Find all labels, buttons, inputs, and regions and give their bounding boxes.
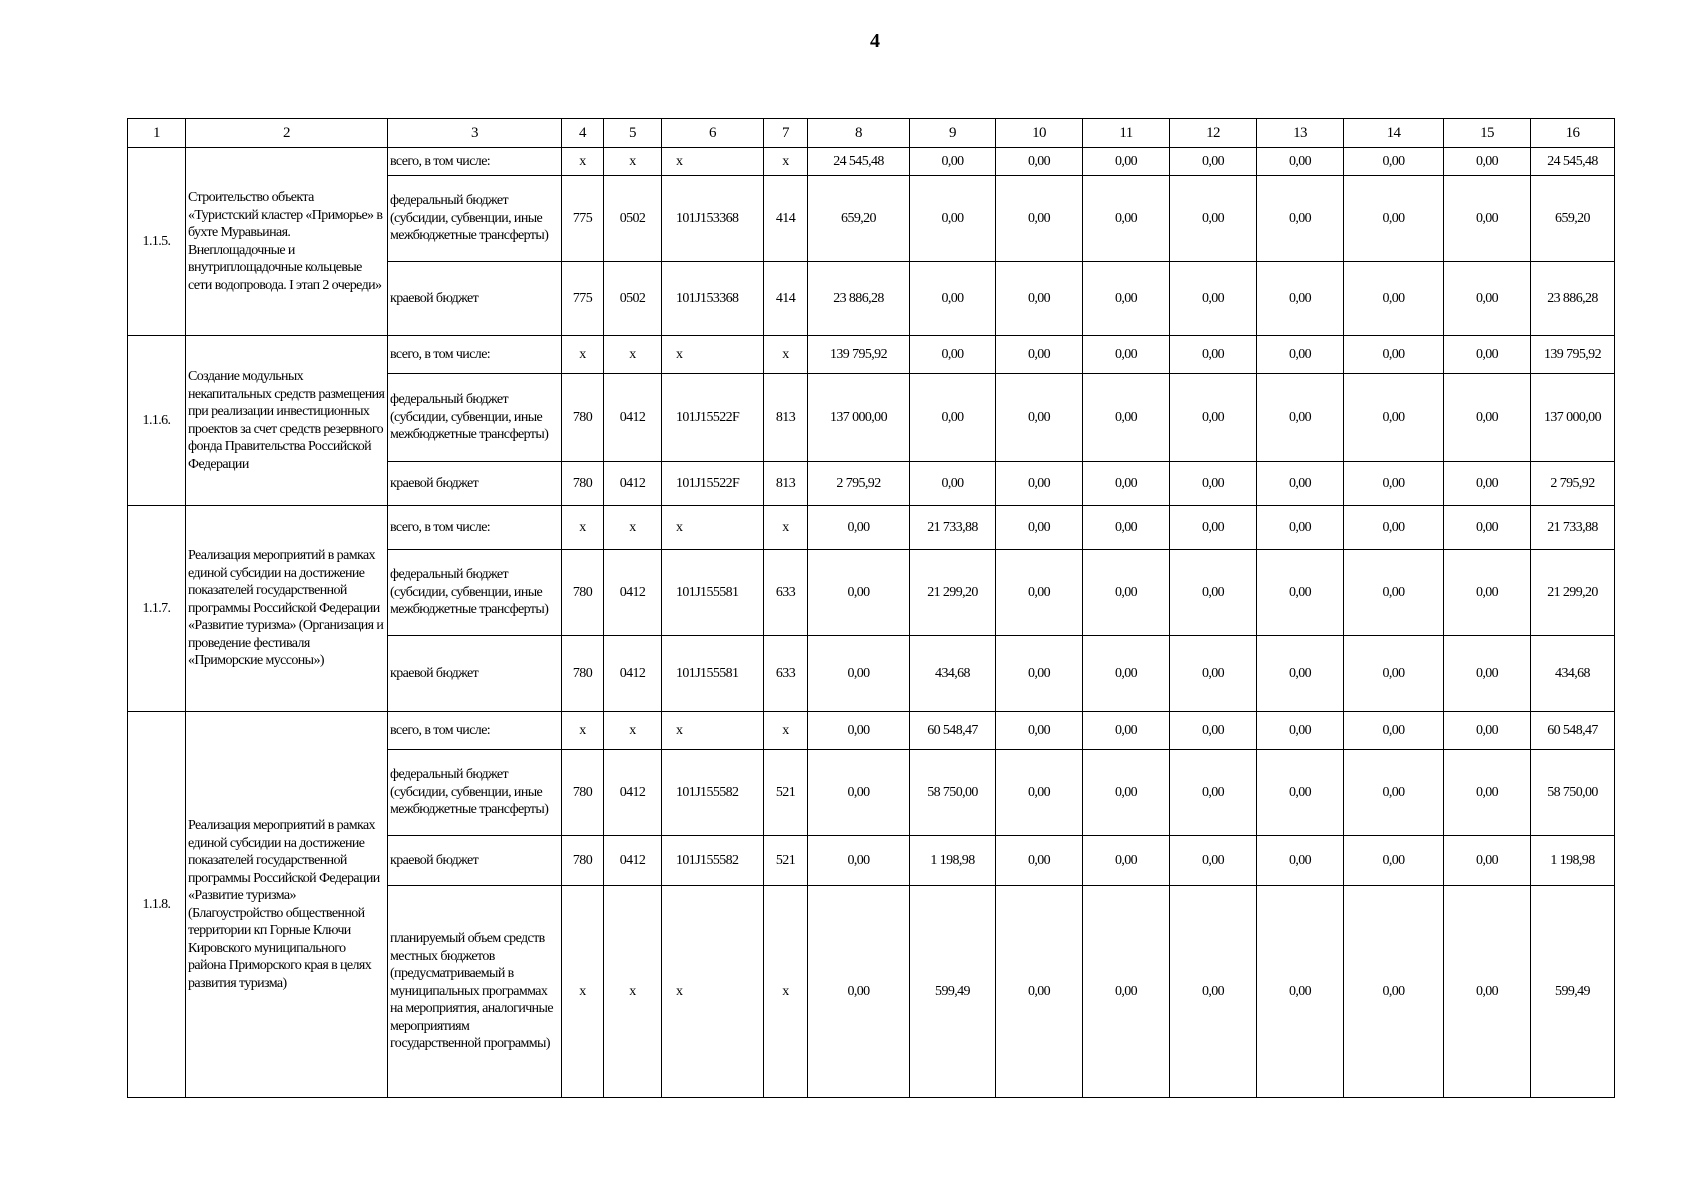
item-code: 1.1.8.	[128, 712, 186, 1098]
cell-col-16: 1 198,98	[1531, 836, 1615, 886]
cell-col-13: 0,00	[1257, 550, 1344, 636]
cell-col-15: 0,00	[1444, 836, 1531, 886]
cell-col-4: х	[562, 886, 604, 1098]
cell-col-12: 0,00	[1170, 262, 1257, 336]
cell-col-15: 0,00	[1444, 712, 1531, 750]
cell-col-14: 0,00	[1344, 550, 1444, 636]
column-header-10: 10	[996, 119, 1083, 148]
cell-col-6: х	[662, 712, 764, 750]
cell-col-12: 0,00	[1170, 176, 1257, 262]
table-row	[128, 506, 1615, 550]
cell-col-10: 0,00	[996, 750, 1083, 836]
cell-col-8: 137 000,00	[808, 374, 910, 462]
cell-col-14: 0,00	[1344, 148, 1444, 176]
cell-col-14: 0,00	[1344, 712, 1444, 750]
cell-col-7: х	[764, 506, 808, 550]
cell-col-4: 775	[562, 176, 604, 262]
cell-col-13: 0,00	[1257, 886, 1344, 1098]
cell-col-10: 0,00	[996, 374, 1083, 462]
funding-source: краевой бюджет	[388, 262, 562, 336]
cell-col-16: 434,68	[1531, 636, 1615, 712]
cell-col-16: 659,20	[1531, 176, 1615, 262]
cell-col-13: 0,00	[1257, 462, 1344, 506]
cell-col-8: 139 795,92	[808, 336, 910, 374]
cell-col-5: х	[604, 886, 662, 1098]
cell-col-4: х	[562, 336, 604, 374]
cell-col-15: 0,00	[1444, 374, 1531, 462]
cell-col-9: 0,00	[910, 262, 996, 336]
cell-col-14: 0,00	[1344, 636, 1444, 712]
column-header-8: 8	[808, 119, 910, 148]
cell-col-13: 0,00	[1257, 712, 1344, 750]
cell-col-11: 0,00	[1083, 712, 1170, 750]
cell-col-6: 101J153368	[662, 262, 764, 336]
cell-col-10: 0,00	[996, 712, 1083, 750]
cell-col-8: 0,00	[808, 886, 910, 1098]
column-header-7: 7	[764, 119, 808, 148]
column-header-2: 2	[186, 119, 388, 148]
cell-col-10: 0,00	[996, 148, 1083, 176]
cell-col-12: 0,00	[1170, 374, 1257, 462]
cell-col-15: 0,00	[1444, 750, 1531, 836]
item-name: Создание модульных некапитальных средств размещения при реализации инвестиционных проектов за счет средств резервного фонда Правительства Российской Федерации	[186, 336, 388, 506]
cell-col-16: 21 299,20	[1531, 550, 1615, 636]
cell-col-10: 0,00	[996, 262, 1083, 336]
cell-col-14: 0,00	[1344, 336, 1444, 374]
cell-col-9: 0,00	[910, 176, 996, 262]
page-number: 4	[870, 30, 880, 52]
cell-col-10: 0,00	[996, 336, 1083, 374]
cell-col-5: 0412	[604, 374, 662, 462]
column-header-4: 4	[562, 119, 604, 148]
budget-table	[127, 118, 1615, 1098]
cell-col-14: 0,00	[1344, 262, 1444, 336]
cell-col-11: 0,00	[1083, 462, 1170, 506]
funding-source: федеральный бюджет (субсидии, субвенции, иные межбюджетные трансферты)	[388, 550, 562, 636]
cell-col-8: 24 545,48	[808, 148, 910, 176]
column-header-1: 1	[128, 119, 186, 148]
item-code: 1.1.5.	[128, 148, 186, 336]
cell-col-16: 23 886,28	[1531, 262, 1615, 336]
cell-col-4: 780	[562, 836, 604, 886]
funding-source: федеральный бюджет (субсидии, субвенции, иные межбюджетные трансферты)	[388, 374, 562, 462]
cell-col-6: х	[662, 148, 764, 176]
funding-source: всего, в том числе:	[388, 712, 562, 750]
cell-col-14: 0,00	[1344, 836, 1444, 886]
cell-col-13: 0,00	[1257, 336, 1344, 374]
cell-col-4: 775	[562, 262, 604, 336]
item-name: Реализация мероприятий в рамках единой субсидии на достижение показателей государственной программы Российской Федерации «Развитие туризма» (Благоустройство общественной территории кп Горные Ключи Кировского муниципального района Приморского края в целях развития туризма)	[186, 712, 388, 1098]
cell-col-12: 0,00	[1170, 836, 1257, 886]
cell-col-13: 0,00	[1257, 148, 1344, 176]
cell-col-16: 58 750,00	[1531, 750, 1615, 836]
cell-col-4: 780	[562, 750, 604, 836]
cell-col-10: 0,00	[996, 506, 1083, 550]
cell-col-12: 0,00	[1170, 506, 1257, 550]
cell-col-11: 0,00	[1083, 262, 1170, 336]
cell-col-5: 0412	[604, 550, 662, 636]
cell-col-11: 0,00	[1083, 506, 1170, 550]
cell-col-5: 0502	[604, 262, 662, 336]
cell-col-8: 0,00	[808, 712, 910, 750]
funding-source: всего, в том числе:	[388, 336, 562, 374]
cell-col-10: 0,00	[996, 636, 1083, 712]
cell-col-13: 0,00	[1257, 506, 1344, 550]
cell-col-12: 0,00	[1170, 462, 1257, 506]
cell-col-15: 0,00	[1444, 336, 1531, 374]
cell-col-7: х	[764, 886, 808, 1098]
cell-col-8: 0,00	[808, 836, 910, 886]
cell-col-11: 0,00	[1083, 336, 1170, 374]
cell-col-16: 60 548,47	[1531, 712, 1615, 750]
cell-col-12: 0,00	[1170, 750, 1257, 836]
cell-col-5: 0412	[604, 636, 662, 712]
cell-col-6: х	[662, 886, 764, 1098]
cell-col-15: 0,00	[1444, 148, 1531, 176]
cell-col-6: х	[662, 506, 764, 550]
header-row	[128, 119, 1615, 148]
cell-col-7: 813	[764, 374, 808, 462]
cell-col-10: 0,00	[996, 550, 1083, 636]
table-row	[128, 712, 1615, 750]
cell-col-9: 0,00	[910, 462, 996, 506]
cell-col-12: 0,00	[1170, 550, 1257, 636]
cell-col-5: 0502	[604, 176, 662, 262]
funding-source: планируемый объем средств местных бюджетов (предусматриваемый в муниципальных программах на мероприятия, аналогичные мероприятиям государственной программы)	[388, 886, 562, 1098]
cell-col-6: х	[662, 336, 764, 374]
cell-col-8: 659,20	[808, 176, 910, 262]
cell-col-7: 414	[764, 262, 808, 336]
cell-col-6: 101J155581	[662, 636, 764, 712]
cell-col-7: х	[764, 148, 808, 176]
cell-col-16: 21 733,88	[1531, 506, 1615, 550]
cell-col-5: 0412	[604, 836, 662, 886]
cell-col-8: 0,00	[808, 506, 910, 550]
cell-col-5: х	[604, 506, 662, 550]
cell-col-12: 0,00	[1170, 712, 1257, 750]
table-row	[128, 148, 1615, 176]
cell-col-11: 0,00	[1083, 750, 1170, 836]
cell-col-7: 813	[764, 462, 808, 506]
cell-col-15: 0,00	[1444, 462, 1531, 506]
cell-col-4: 780	[562, 550, 604, 636]
cell-col-13: 0,00	[1257, 374, 1344, 462]
cell-col-7: 521	[764, 750, 808, 836]
column-header-13: 13	[1257, 119, 1344, 148]
cell-col-13: 0,00	[1257, 836, 1344, 886]
cell-col-14: 0,00	[1344, 750, 1444, 836]
cell-col-7: х	[764, 712, 808, 750]
column-header-15: 15	[1444, 119, 1531, 148]
cell-col-9: 434,68	[910, 636, 996, 712]
column-header-12: 12	[1170, 119, 1257, 148]
column-header-3: 3	[388, 119, 562, 148]
cell-col-15: 0,00	[1444, 506, 1531, 550]
table-row	[128, 336, 1615, 374]
column-header-16: 16	[1531, 119, 1615, 148]
cell-col-4: 780	[562, 462, 604, 506]
cell-col-8: 0,00	[808, 550, 910, 636]
cell-col-4: х	[562, 712, 604, 750]
column-header-11: 11	[1083, 119, 1170, 148]
cell-col-6: 101J15522F	[662, 374, 764, 462]
cell-col-9: 21 299,20	[910, 550, 996, 636]
funding-source: краевой бюджет	[388, 636, 562, 712]
cell-col-7: х	[764, 336, 808, 374]
cell-col-8: 0,00	[808, 636, 910, 712]
cell-col-8: 2 795,92	[808, 462, 910, 506]
cell-col-13: 0,00	[1257, 750, 1344, 836]
cell-col-13: 0,00	[1257, 262, 1344, 336]
cell-col-5: 0412	[604, 750, 662, 836]
cell-col-10: 0,00	[996, 836, 1083, 886]
cell-col-4: х	[562, 148, 604, 176]
cell-col-9: 599,49	[910, 886, 996, 1098]
cell-col-12: 0,00	[1170, 886, 1257, 1098]
cell-col-5: 0412	[604, 462, 662, 506]
cell-col-16: 137 000,00	[1531, 374, 1615, 462]
cell-col-16: 24 545,48	[1531, 148, 1615, 176]
cell-col-13: 0,00	[1257, 176, 1344, 262]
cell-col-12: 0,00	[1170, 336, 1257, 374]
cell-col-7: 414	[764, 176, 808, 262]
cell-col-11: 0,00	[1083, 374, 1170, 462]
cell-col-13: 0,00	[1257, 636, 1344, 712]
cell-col-4: х	[562, 506, 604, 550]
cell-col-7: 633	[764, 636, 808, 712]
cell-col-15: 0,00	[1444, 176, 1531, 262]
cell-col-9: 58 750,00	[910, 750, 996, 836]
column-header-6: 6	[662, 119, 764, 148]
item-code: 1.1.6.	[128, 336, 186, 506]
cell-col-16: 599,49	[1531, 886, 1615, 1098]
cell-col-14: 0,00	[1344, 886, 1444, 1098]
item-name: Реализация мероприятий в рамках единой субсидии на достижение показателей государственной программы Российской Федерации «Развитие туризма» (Организация и проведение фестиваля «Приморские муссоны»)	[186, 506, 388, 712]
cell-col-10: 0,00	[996, 462, 1083, 506]
column-header-5: 5	[604, 119, 662, 148]
cell-col-11: 0,00	[1083, 550, 1170, 636]
cell-col-10: 0,00	[996, 886, 1083, 1098]
cell-col-9: 0,00	[910, 336, 996, 374]
cell-col-6: 101J153368	[662, 176, 764, 262]
cell-col-15: 0,00	[1444, 550, 1531, 636]
cell-col-11: 0,00	[1083, 886, 1170, 1098]
cell-col-9: 0,00	[910, 374, 996, 462]
cell-col-11: 0,00	[1083, 148, 1170, 176]
cell-col-14: 0,00	[1344, 506, 1444, 550]
cell-col-16: 2 795,92	[1531, 462, 1615, 506]
cell-col-6: 101J155582	[662, 750, 764, 836]
cell-col-14: 0,00	[1344, 462, 1444, 506]
cell-col-15: 0,00	[1444, 886, 1531, 1098]
cell-col-7: 633	[764, 550, 808, 636]
cell-col-11: 0,00	[1083, 836, 1170, 886]
cell-col-8: 0,00	[808, 750, 910, 836]
cell-col-16: 139 795,92	[1531, 336, 1615, 374]
cell-col-9: 60 548,47	[910, 712, 996, 750]
cell-col-5: х	[604, 712, 662, 750]
cell-col-15: 0,00	[1444, 262, 1531, 336]
cell-col-4: 780	[562, 374, 604, 462]
column-header-14: 14	[1344, 119, 1444, 148]
cell-col-7: 521	[764, 836, 808, 886]
funding-source: краевой бюджет	[388, 836, 562, 886]
cell-col-6: 101J155582	[662, 836, 764, 886]
funding-source: всего, в том числе:	[388, 148, 562, 176]
item-code: 1.1.7.	[128, 506, 186, 712]
cell-col-11: 0,00	[1083, 636, 1170, 712]
funding-source: всего, в том числе:	[388, 506, 562, 550]
item-name: Строительство объекта «Туристский кластер «Приморье» в бухте Муравьиная. Внеплощадочные и внутриплощадочные кольцевые сети водопровода. I этап 2 очереди»	[186, 148, 388, 336]
cell-col-9: 21 733,88	[910, 506, 996, 550]
cell-col-10: 0,00	[996, 176, 1083, 262]
cell-col-12: 0,00	[1170, 636, 1257, 712]
cell-col-5: х	[604, 148, 662, 176]
funding-source: федеральный бюджет (субсидии, субвенции, иные межбюджетные трансферты)	[388, 176, 562, 262]
cell-col-15: 0,00	[1444, 636, 1531, 712]
funding-source: федеральный бюджет (субсидии, субвенции, иные межбюджетные трансферты)	[388, 750, 562, 836]
cell-col-4: 780	[562, 636, 604, 712]
cell-col-5: х	[604, 336, 662, 374]
cell-col-6: 101J155581	[662, 550, 764, 636]
cell-col-14: 0,00	[1344, 176, 1444, 262]
cell-col-11: 0,00	[1083, 176, 1170, 262]
cell-col-14: 0,00	[1344, 374, 1444, 462]
column-header-9: 9	[910, 119, 996, 148]
cell-col-6: 101J15522F	[662, 462, 764, 506]
cell-col-8: 23 886,28	[808, 262, 910, 336]
funding-source: краевой бюджет	[388, 462, 562, 506]
cell-col-9: 1 198,98	[910, 836, 996, 886]
cell-col-12: 0,00	[1170, 148, 1257, 176]
cell-col-9: 0,00	[910, 148, 996, 176]
